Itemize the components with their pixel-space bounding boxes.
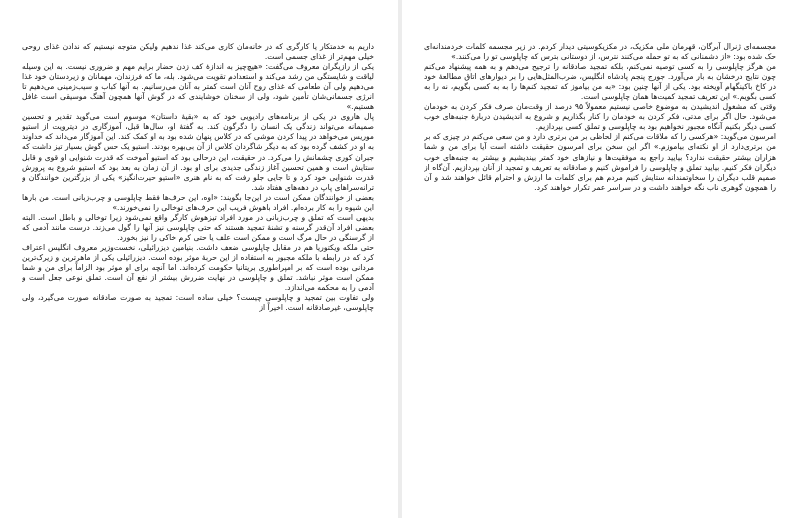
paragraph: مجسمه‌ای ژنرال آبرگان، قهرمان ملی مکزیک، در مکزیکوسیتی دیدار کردم. در زیر مجسمه کلمات خردمندانه‌ای حک شده بود: «از دشمنانی که به تو حمله می‌کنند نترس، از دوستانی بترس که چاپلوسی تو را می‌کنند.»: [424, 42, 776, 62]
paragraph: امرسون می‌گوید: «هرکسی را که ملاقات می‌کنم از لحاظی بر من برتری دارد و من سعی می‌کنم در چیزی که بر من برتری‌دارد از او نکته‌ای بیاموزم.» اگر این سخن برای امرسون حقیقت داشته است آیا برای من و شما هزاران بیشتر حقیقت ندارد؟ بیایید راجع به موفقیت‌ها و نیازهای خود کمتر بیندیشیم و بیشتر به جنبه‌های خوب دیگران فکر کنیم. بیایید تملق و چاپلوسی را فراموش کنیم و صادقانه به تعریف و تمجید از آنان بپردازیم. آن‌گاه از صمیم قلب دیگران را سخاوتمندانه ستایش کنیم مردم هم برای کلمات ما ارزش و احترام قائل خواهند شد و آن را همچون گوهری ناب نگه خواهند داشت و در سراسر عمر تکرار خواهند کرد.: [424, 132, 776, 192]
paragraph: یکی از رازیگران معروف می‌گفت: «هیچ‌چیز به اندازهٔ کف زدن حضار برایم مهم و ضروری نیست. به این وسیله لیاقت و شایستگی من رشد می‌کند و استعدادم تقویت می‌شود. بله، ما که فرزندان، مهمانان و زیردستان خود غذا می‌دهیم ولی آن طعامی که غذای روح آنان است کمتر به آنان می‌رسانیم. به آنها کباب و سیب‌زمینی می‌دهیم تا انرژی جسمانی‌شان تأمین شود، ولی از سخنان خوشایندی که در گوش آنها همچون آهنگ موسیقی است غافل هستیم.»: [22, 62, 374, 112]
paragraph: داریم به خدمتکار یا کارگری که در خانه‌مان کاری می‌کند غذا ندهیم ولیکن متوجه نیستیم که ندادن غذای روحی خیلی مهم‌تر از غذای جسمی است.: [22, 42, 374, 62]
right-page-text: [424, 42, 776, 342]
left-page-text: [22, 42, 374, 516]
paragraph: بعضی از خوانندگان ممکن است در این‌جا بگویند: «اوه، این حرف‌ها فقط چاپلوسی و چرب‌زبانی است. من بارها این شیوه را به کار برده‌ام. افراد باهوش فریب این حرف‌های توخالی را نمی‌خورند.»: [22, 192, 374, 212]
left-page: [0, 0, 398, 518]
paragraph: پال هاروی در یکی از برنامه‌های رادیویی خود که به «بقیهٔ داستان» موسوم است می‌گوید تقدیر و تحسین صمیمانه می‌تواند زندگی یک انسان را دگرگون کند. به گفتهٔ او، سال‌ها قبل، آموزگاری در دیترویت از استیو موریس می‌خواهد در پیدا کردن موشی که در کلاس پنهان شده بود به او کمک کند. این آموزگار می‌داند که خداوند به او در کشف گرده بود که به دیگر شاگردان کلاس از آن بی‌بهره بودند. استیو یک حس گوش بسیار تیز داشت که جبران کوری چشمانش را می‌کرد. در حقیقت، این درحالی بود که استیو آموخت که قدرت شنوایی او قوی و قابل ستایش است و همین تحسین آغاز زندگی جدیدی برای او بود. از آن زمان به بعد بود که استیو شروع به پرورش قدرت شنوایی خود کرد و تا جایی جلو رفت که به نام هنری «استیو حیرت‌انگیز» یکی از بزرگترین خوانندگان و ترانه‌سراهای پاپ در دهه‌های هفتاد شد.: [22, 112, 374, 192]
paragraph: ولی تفاوت بین تمجید و چاپلوسی چیست؟ خیلی ساده است: تمجید به صورت صادقانه صورت می‌گیرد، ولی چاپلوسی، غیرصادقانه است. اخیراً از: [22, 293, 374, 313]
paragraph: من هرگز چاپلوسی را به کسی توصیه نمی‌کنم، بلکه تمجید صادقانه را ترجیح می‌دهم و به همه پیشنهاد می‌کنم چون نتایج درخشان به بار می‌آورد. جورج پنجم پادشاه انگلیس، ضرب‌المثل‌هایی را بر دیوارهای اتاق مطالعهٔ خود در کاخ باکینگهام آویخته بود. یکی از آنها چنین بود: «به من بیاموز که تمجید کنم‌ها را به به کسی بگویم، نه را به کسی بگویم.» این تعریف تمجید کمیت‌ها همان چاپلوسی است.: [424, 62, 776, 102]
paragraph: بدیهی است که تملق و چرب‌زبانی در مورد افراد تیزهوش کارگر واقع نمی‌شود زیرا توخالی و باطل است. البته بعضی افراد آن‌قدر گرسنه و تشنهٔ تمجید هستند که حتی چاپلوسی نیز آنها را گول می‌زند. درست مانند آدمی که از گرسنگی در حال مرگ است و ممکن است علف یا حتی کرم خاکی را نیز بخورد.: [22, 212, 374, 242]
paragraph: حتی ملکه ویکتوریا هم در مقابل چاپلوسی ضعف داشت. بنیامین دیزرائیلی، نخست‌وزیر معروف انگلیس اعتراف کرد که در رابطه با ملکه مجبور به استفاده از این حربهٔ موثر بوده است. دیزرائیلی یکی از ماهرترین و زیرک‌ترین مردانی بوده است که بر امپراطوری بریتانیا حکومت کرده‌اند. اما آنچه برای او موثر بود الزاماً برای من و شما ممکن است موثر نباشد. تملق و چاپلوسی در نهایت ضررش بیشتر از نفع آن است. تملق نوعی جعل است و آدمی را به محکمه می‌اندازد.: [22, 242, 374, 293]
right-page: [402, 0, 800, 518]
paragraph: وقتی که مشغول اندیشیدن به موضوع خاصی نیستیم معمولاً ۹۵ درصد از وقت‌مان صرف فکر کردن به خودمان می‌شود. حال اگر برای مدتی، فکر کردن به خودمان را کنار بگذاریم و شروع به اندیشیدن دربارهٔ جنبه‌های خوب کسی دیگر بکنیم آنگاه مجبور نخواهیم بود به چاپلوسی و تملق کسی بپردازیم.: [424, 102, 776, 132]
